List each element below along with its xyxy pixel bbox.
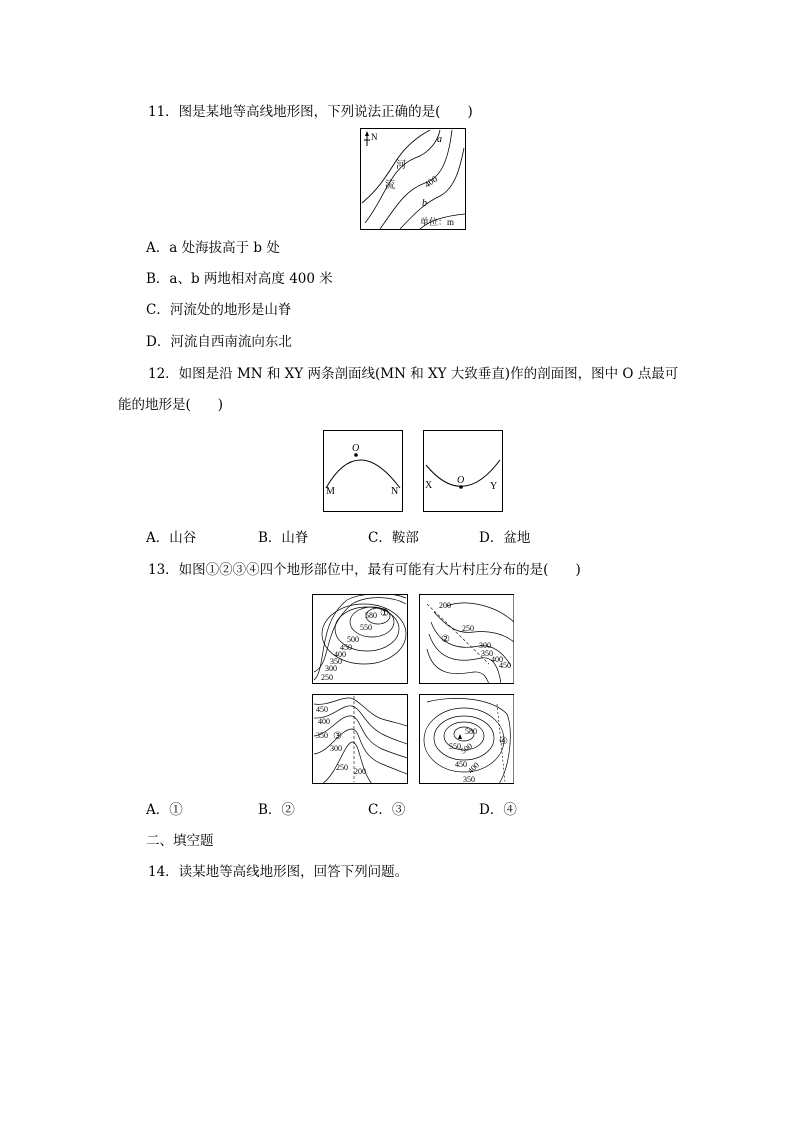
q11-option-a[interactable]: A．a 处海拔高于 b 处 [146, 240, 280, 256]
q12-profile-mn [323, 430, 403, 516]
p4-label-500: 500 [458, 741, 474, 756]
p3-label-200: 200 [354, 767, 366, 776]
p2-label-350: 350 [481, 649, 493, 658]
p2-label-450: 450 [499, 661, 511, 670]
p4-label-400: 400 [466, 760, 481, 776]
q11-option-d[interactable]: D．河流自西南流向东北 [146, 334, 292, 350]
q13-panel-3 [312, 694, 408, 788]
q12-option-c[interactable]: C．鞍部 [368, 530, 419, 546]
p4-label-550: 550 [449, 742, 461, 751]
profile-x: X [425, 480, 433, 491]
p2-label-400: 400 [491, 655, 503, 664]
q12-option-a[interactable]: A．山谷 [146, 530, 197, 546]
p4-marker: ④ [499, 736, 508, 747]
profile-xy-o: O [457, 475, 465, 486]
p1-label-250: 250 [321, 673, 333, 682]
p1-label-300: 300 [325, 664, 337, 673]
unit-label: 单位：m [420, 217, 455, 227]
north-label: N [371, 132, 378, 142]
q13-option-a[interactable]: A．① [146, 802, 183, 818]
p2-label-200: 200 [439, 601, 451, 610]
q13-panel-1 [312, 594, 408, 688]
p2-label-300: 300 [479, 641, 491, 650]
profile-m: M [326, 486, 335, 497]
q12-profile-xy [423, 430, 503, 516]
p3-label-400: 400 [318, 717, 330, 726]
contour-label-400: 400 [422, 173, 440, 190]
q13-stem: 13．如图①②③④四个地形部位中，最有可能有大片村庄分布的是( ) [148, 562, 581, 578]
q12-stem-line2: 能的地形是( ) [118, 397, 224, 413]
profile-y: Y [490, 481, 498, 492]
q13-option-d[interactable]: D．④ [479, 802, 517, 818]
p3-marker: ③ [333, 731, 342, 742]
q13-panel-4 [419, 694, 514, 788]
q14-stem: 14．读某地等高线地形图，回答下列问题。 [148, 864, 409, 880]
river-label-1: 河 [396, 160, 406, 171]
q13-option-b[interactable]: B．② [258, 802, 295, 818]
q12-stem-line1: 12．如图是沿 MN 和 XY 两条剖面线(MN 和 XY 大致垂直)作的剖面图，图中 O 点最可 [148, 366, 679, 382]
p1-label-550: 550 [360, 623, 372, 632]
p3-label-350: 350 [316, 731, 328, 740]
p4-label-450: 450 [455, 760, 467, 769]
q11-option-c[interactable]: C．河流处的地形是山脊 [146, 302, 292, 318]
p2-marker: ② [441, 634, 450, 645]
p1-marker: ① [380, 608, 389, 619]
p3-label-450: 450 [316, 705, 328, 714]
p1-label-350: 350 [330, 657, 342, 666]
label-b: b [422, 198, 427, 209]
q11-contour-map [360, 128, 466, 234]
p1-label-500: 500 [347, 635, 359, 644]
q13-panel-2 [419, 594, 514, 688]
river-label-2: 流 [385, 180, 395, 191]
p1-label-450: 450 [340, 643, 352, 652]
q11-option-b[interactable]: B．a、b 两地相对高度 400 米 [146, 271, 333, 287]
p1-label-400: 400 [334, 650, 346, 659]
p4-label-580: 580 [465, 727, 477, 736]
q12-option-b[interactable]: B．山脊 [258, 530, 309, 546]
q13-option-c[interactable]: C．③ [368, 802, 406, 818]
profile-n: N [391, 486, 399, 497]
p3-label-250: 250 [336, 763, 348, 772]
p2-label-250: 250 [462, 624, 474, 633]
profile-mn-o: O [352, 443, 360, 454]
section-title: 二、填空题 [146, 833, 214, 849]
p1-label-580: 580 [365, 611, 377, 620]
q11-stem: 11．图是某地等高线地形图，下列说法正确的是( ) [148, 104, 473, 120]
p4-label-350: 350 [463, 775, 475, 784]
q12-option-d[interactable]: D．盆地 [479, 530, 531, 546]
p3-label-300: 300 [330, 744, 342, 753]
label-a: a [437, 134, 442, 145]
